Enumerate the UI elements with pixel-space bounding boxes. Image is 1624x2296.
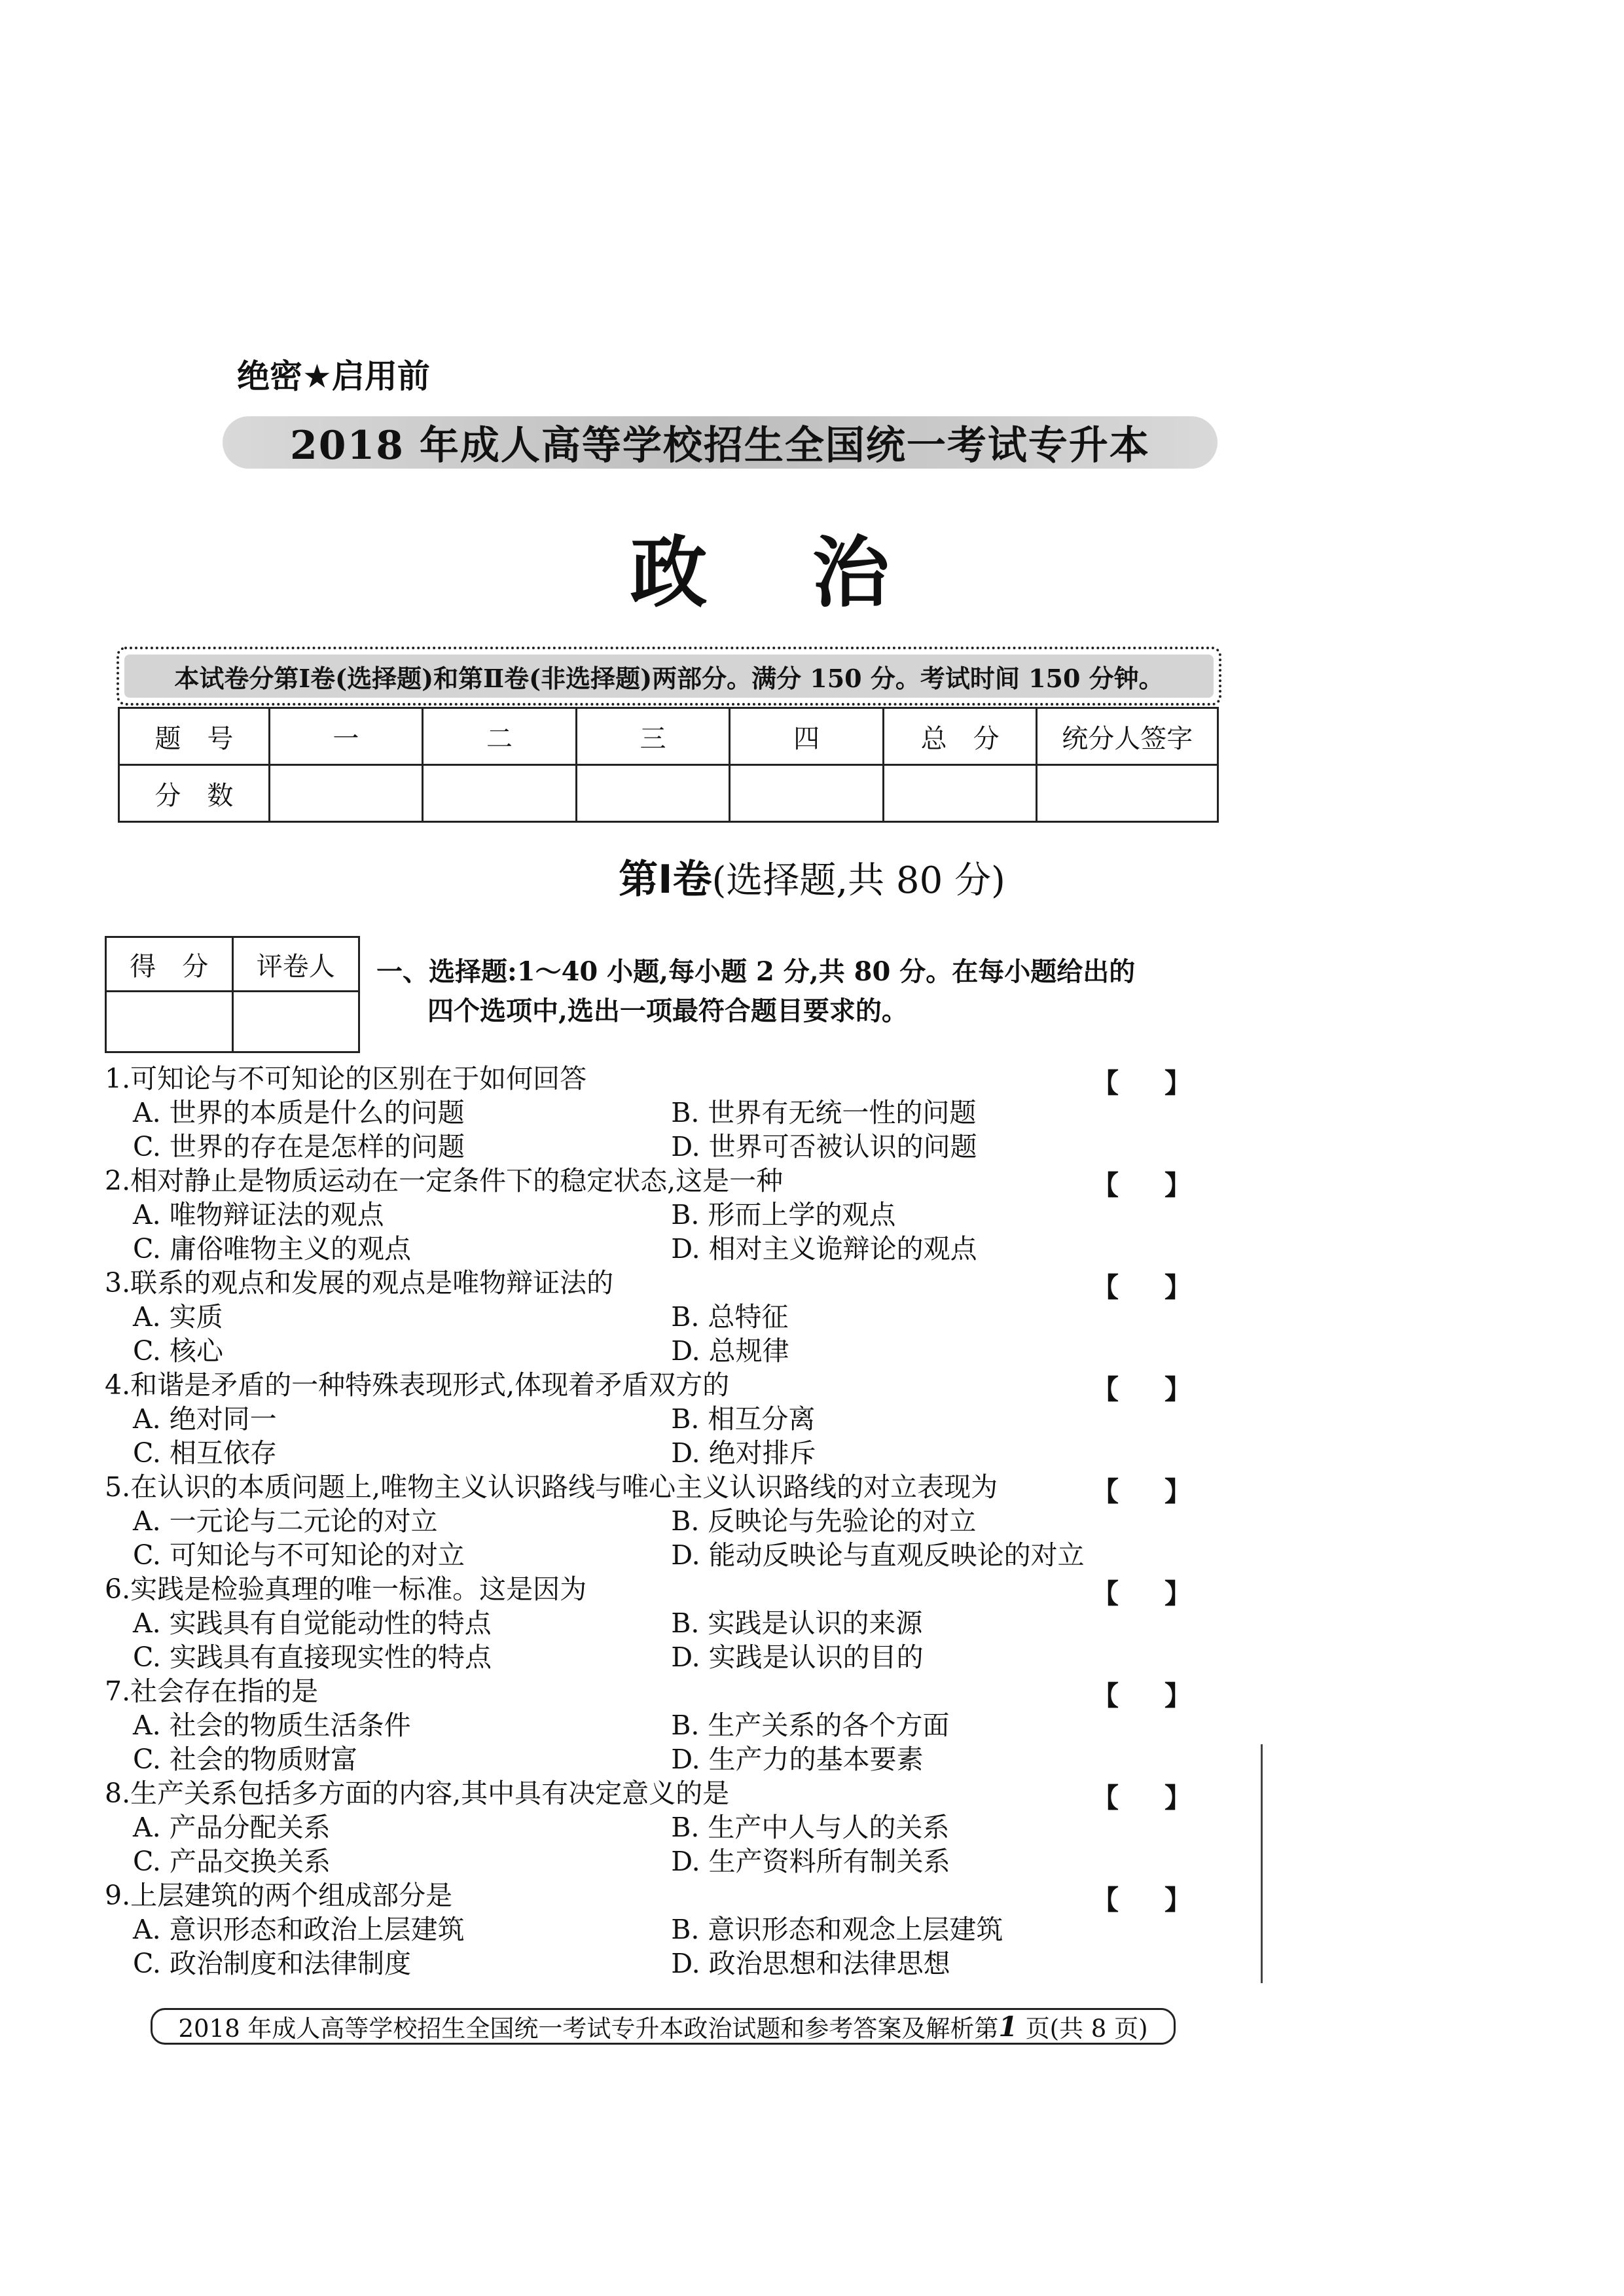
- question-item: [105, 1572, 1237, 1674]
- option-a: A. 唯物辩证法的观点: [133, 1199, 384, 1230]
- option-a: A. 社会的物质生活条件: [133, 1710, 411, 1741]
- part-heading: [0, 848, 1624, 905]
- option-a: A. 实质: [133, 1301, 223, 1333]
- grader-reviewer-cell[interactable]: [232, 992, 359, 1052]
- option-c: C. 庸俗唯物主义的观点: [133, 1233, 411, 1265]
- question-item: [105, 1368, 1237, 1470]
- option-a: A. 世界的本质是什么的问题: [133, 1097, 465, 1128]
- option-c: C. 社会的物质财富: [133, 1744, 357, 1775]
- question-stem: 7.社会存在指的是: [105, 1676, 319, 1707]
- footer-page-number: 1: [998, 2010, 1018, 2043]
- option-a: A. 实践具有自觉能动性的特点: [133, 1607, 492, 1639]
- question-item: [105, 1674, 1237, 1776]
- question-stem: 6.实践是检验真理的唯一标准。这是因为: [105, 1573, 587, 1605]
- answer-bracket[interactable]: 【】: [1092, 1782, 1237, 1814]
- score-header-cell: 总 分: [883, 708, 1037, 765]
- score-row-label: 分 数: [119, 765, 270, 822]
- score-cell-empty[interactable]: [730, 765, 884, 822]
- option-b: B. 总特征: [671, 1301, 789, 1333]
- question-item: [105, 1266, 1237, 1368]
- option-b: B. 世界有无统一性的问题: [671, 1097, 977, 1128]
- question-item: [105, 1062, 1237, 1164]
- score-cell-empty[interactable]: [269, 765, 423, 822]
- grader-score-cell[interactable]: [106, 992, 233, 1052]
- score-table-header-row: [119, 708, 1218, 765]
- option-c: C. 核心: [133, 1335, 223, 1367]
- score-table: [118, 707, 1219, 823]
- score-header-cell: 三: [576, 708, 730, 765]
- footer-page-suffix: 页: [1025, 2015, 1050, 2043]
- answer-bracket[interactable]: 【】: [1092, 1476, 1237, 1507]
- option-c: C. 实践具有直接现实性的特点: [133, 1641, 492, 1673]
- question-item: [105, 1878, 1237, 1981]
- question-item: [105, 1776, 1237, 1878]
- section-instructions: [376, 952, 1227, 1031]
- question-item: [105, 1470, 1237, 1572]
- option-b: B. 生产中人与人的关系: [671, 1812, 950, 1843]
- answer-bracket[interactable]: 【】: [1092, 1374, 1237, 1405]
- footer-total-pages: (共 8 页): [1049, 2015, 1148, 2043]
- instructions-line: 四个选项中,选出一项最符合题目要求的。: [427, 996, 908, 1026]
- grader-score-label: 得 分: [106, 937, 233, 992]
- score-header-cell: 一: [269, 708, 423, 765]
- grader-reviewer-label: 评卷人: [232, 937, 359, 992]
- score-cell-empty[interactable]: [576, 765, 730, 822]
- option-d: D. 实践是认识的目的: [671, 1641, 924, 1673]
- grader-table: [105, 936, 360, 1053]
- answer-bracket[interactable]: 【】: [1092, 1067, 1237, 1099]
- option-c: C. 产品交换关系: [133, 1846, 331, 1877]
- option-c: C. 相互依存: [133, 1437, 277, 1469]
- score-header-cell: 四: [730, 708, 884, 765]
- option-d: D. 绝对排斥: [671, 1437, 816, 1469]
- option-a: A. 一元论与二元论的对立: [133, 1505, 438, 1537]
- question-stem: 8.生产关系包括多方面的内容,其中具有决定意义的是: [105, 1778, 730, 1809]
- option-b: B. 相互分离: [671, 1403, 816, 1435]
- score-header-cell: 题 号: [119, 708, 270, 765]
- option-a: A. 产品分配关系: [133, 1812, 331, 1843]
- question-list: [105, 1062, 1237, 1981]
- option-c: C. 世界的存在是怎样的问题: [133, 1131, 465, 1162]
- score-cell-empty[interactable]: [423, 765, 577, 822]
- confidential-mark: 绝密★启用前: [237, 357, 430, 395]
- answer-bracket[interactable]: 【】: [1092, 1272, 1237, 1303]
- option-b: B. 反映论与先验论的对立: [671, 1505, 977, 1537]
- option-d: D. 政治思想和法律思想: [671, 1948, 950, 1979]
- answer-bracket[interactable]: 【】: [1092, 1680, 1237, 1712]
- option-b: B. 意识形态和观念上层建筑: [671, 1914, 1003, 1945]
- option-b: B. 形而上学的观点: [671, 1199, 896, 1230]
- option-c: C. 政治制度和法律制度: [133, 1948, 411, 1979]
- exam-notice: 本试卷分第Ⅰ卷(选择题)和第Ⅱ卷(非选择题)两部分。满分 150 分。考试时间 150 分钟。: [124, 655, 1214, 698]
- option-b: B. 实践是认识的来源: [671, 1607, 923, 1639]
- question-stem: 2.相对静止是物质运动在一定条件下的稳定状态,这是一种: [105, 1165, 784, 1196]
- question-stem: 9.上层建筑的两个组成部分是: [105, 1880, 453, 1911]
- part-title: 第Ⅰ卷: [619, 857, 712, 903]
- footer-page-prefix: 第: [974, 2015, 999, 2043]
- answer-bracket[interactable]: 【】: [1092, 1578, 1237, 1609]
- answer-bracket[interactable]: 【】: [1092, 1170, 1237, 1201]
- exam-title: 2018 年成人高等学校招生全国统一考试专升本: [223, 416, 1218, 469]
- answer-bracket[interactable]: 【】: [1092, 1884, 1237, 1916]
- option-b: B. 生产关系的各个方面: [671, 1710, 950, 1741]
- option-d: D. 总规律: [671, 1335, 789, 1367]
- option-a: A. 意识形态和政治上层建筑: [133, 1914, 465, 1945]
- instructions-line: 一、选择题:1～40 小题,每小题 2 分,共 80 分。在每小题给出的: [376, 956, 1136, 987]
- question-stem: 5.在认识的本质问题上,唯物主义认识路线与唯心主义认识路线的对立表现为: [105, 1471, 998, 1503]
- option-d: D. 相对主义诡辩论的观点: [671, 1233, 977, 1265]
- score-table-value-row: [119, 765, 1218, 822]
- option-a: A. 绝对同一: [133, 1403, 277, 1435]
- score-cell-empty[interactable]: [883, 765, 1037, 822]
- score-header-cell: 二: [423, 708, 577, 765]
- option-d: D. 能动反映论与直观反映论的对立: [671, 1539, 1085, 1571]
- option-d: D. 世界可否被认识的问题: [671, 1131, 977, 1162]
- question-stem: 4.和谐是矛盾的一种特殊表现形式,体现着矛盾双方的: [105, 1369, 730, 1401]
- page-footer: [151, 2008, 1176, 2045]
- score-cell-empty[interactable]: [1037, 765, 1218, 822]
- question-stem: 1.可知论与不可知论的区别在于如何回答: [105, 1063, 587, 1094]
- score-header-cell: 统分人签字: [1037, 708, 1218, 765]
- option-c: C. 可知论与不可知论的对立: [133, 1539, 465, 1571]
- question-item: [105, 1164, 1237, 1266]
- margin-rule: [1261, 1744, 1263, 1983]
- question-stem: 3.联系的观点和发展的观点是唯物辩证法的: [105, 1267, 614, 1299]
- subject-title: 政治: [630, 528, 994, 618]
- exam-notice-box: [117, 647, 1221, 706]
- part-note: (选择题,共 80 分): [712, 859, 1005, 902]
- option-d: D. 生产力的基本要素: [671, 1744, 924, 1775]
- option-d: D. 生产资料所有制关系: [671, 1846, 950, 1877]
- footer-text: 2018 年成人高等学校招生全国统一考试专升本政治试题和参考答案及解析: [178, 2015, 975, 2043]
